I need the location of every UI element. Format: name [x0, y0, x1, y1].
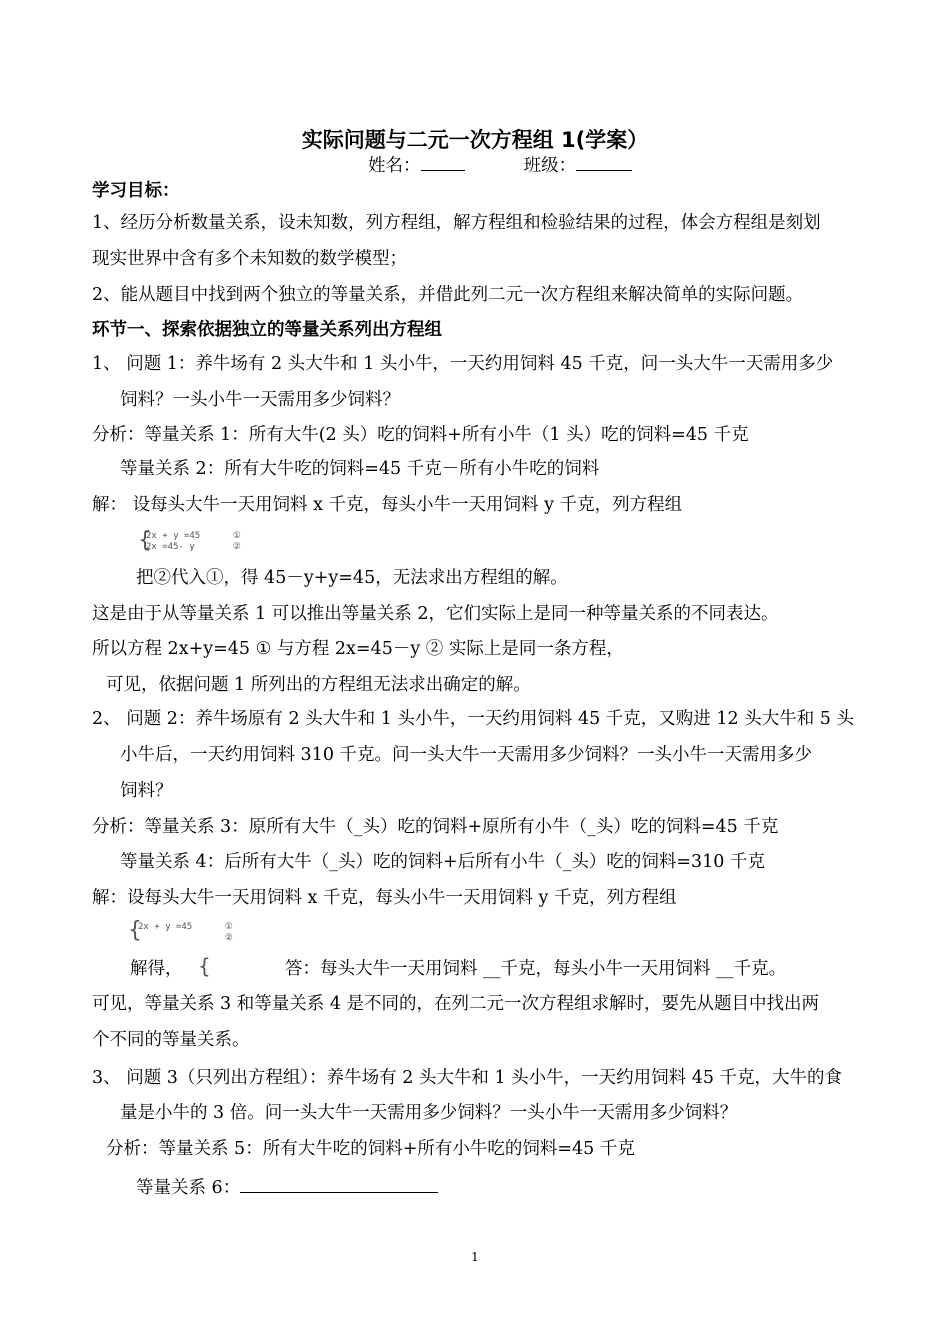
name-class-line	[368, 152, 632, 177]
problem-1-line-b: 饲料？一头小牛一天需用多少饲料？	[120, 390, 400, 410]
solution-brace: {	[198, 954, 211, 978]
equation-2-2: ②	[224, 933, 233, 943]
problem-1-conclusion: 可见，依据问题 1 所列出的方程组无法求出确定的解。	[106, 675, 531, 695]
problem-3-line-a: 3、 问题 3（只列出方程组）：养牛场有 2 头大牛和 1 头小牛，一天约用饲料 45 千克，大牛的食	[92, 1068, 843, 1088]
page-title: 实际问题与二元一次方程组 1(学案）	[301, 128, 649, 152]
problem-3-analysis-2	[136, 1174, 438, 1199]
problem-3-analysis-1: 分析：等量关系 5：所有大牛吃的饲料+所有小牛吃的饲料=45 千克	[106, 1139, 635, 1159]
page-number: 1	[471, 1250, 479, 1264]
goals-heading: 学习目标：	[92, 181, 180, 201]
equation-2-1: 2x + y =45 ①	[138, 922, 233, 932]
problem-2-analysis-1: 分析：等量关系 3：原所有大牛（_头）吃的饲料+原所有小牛（_头）吃的饲料=45 千克	[92, 817, 779, 837]
class-blank[interactable]	[576, 152, 632, 171]
problem-1-substitution: 把②代入①，得 45－y+y=45，无法求出方程组的解。	[136, 568, 568, 588]
problem-1-solution: 解： 设每头大牛一天用饲料 x 千克，每头小牛一天用饲料 y 千克，列方程组	[92, 495, 683, 515]
problem-2-solution: 解：设每头大牛一天用饲料 x 千克，每头小牛一天用饲料 y 千克，列方程组	[92, 888, 677, 908]
problem-1-line-a: 1、 问题 1：养牛场有 2 头大牛和 1 头小牛，一天约用饲料 45 千克，问一头大牛一天需用多少	[92, 354, 834, 374]
problem-2-conclusion-a: 可见，等量关系 3 和等量关系 4 是不同的，在列二元一次方程组求解时，要先从题目中找出两	[92, 994, 820, 1014]
name-blank[interactable]	[421, 152, 465, 171]
problem-2-line-c: 饲料？	[120, 781, 173, 801]
problem-2-line-b: 小牛后，一天约用饲料 310 千克。问一头大牛一天需用多少饲料？一头小牛一天需用多少	[120, 745, 813, 765]
problem-3-line-b: 量是小牛的 3 倍。问一头大牛一天需用多少饲料？一头小牛一天需用多少饲料？	[120, 1103, 738, 1123]
goal-1-line-a: 1、经历分析数量关系，设未知数，列方程组，解方程组和检验结果的过程，体会方程组是刻划	[92, 213, 821, 233]
equation-brace-2: {	[128, 918, 142, 943]
problem-1-reason: 这是由于从等量关系 1 可以推出等量关系 2，它们实际上是同一种等量关系的不同表达。	[92, 604, 779, 624]
problem-2-analysis-2: 等量关系 4：后所有大牛（_头）吃的饲料+后所有小牛（_头）吃的饲料=310 千克	[120, 852, 765, 872]
problem-2-answer: 答：每头大牛一天用饲料 __千克，每头小牛一天用饲料 __千克。	[285, 959, 787, 979]
equation-1-1: 2x + y =45 ①	[146, 531, 241, 541]
name-label: 姓名：	[368, 156, 421, 176]
equation-1-2: 2x =45- y ②	[146, 542, 241, 552]
goal-2: 2、能从题目中找到两个独立的等量关系，并借此列二元一次方程组来解决简单的实际问题。	[92, 285, 804, 305]
relation-6-label: 等量关系 6：	[136, 1178, 241, 1198]
section-1-heading: 环节一、探索依据独立的等量关系列出方程组	[92, 320, 442, 340]
equation-brace: {	[138, 528, 152, 553]
class-label: 班级：	[523, 156, 577, 176]
problem-1-analysis-2: 等量关系 2：所有大牛吃的饲料=45 千克－所有小牛吃的饲料	[120, 459, 600, 479]
goal-1-line-b: 现实世界中含有多个未知数的数学模型；	[92, 249, 407, 269]
problem-2-conclusion-b: 个不同的等量关系。	[92, 1030, 250, 1050]
problem-1-analysis-1: 分析：等量关系 1：所有大牛(2 头）吃的饲料+所有小牛（1 头）吃的饲料=45 千克	[92, 425, 749, 445]
relation-6-blank[interactable]	[240, 1174, 438, 1193]
problem-1-so: 所以方程 2x+y=45 ① 与方程 2x=45－y ② 实际上是同一条方程，	[92, 639, 624, 659]
problem-2-solve-label: 解得，	[130, 959, 183, 979]
problem-2-line-a: 2、 问题 2：养牛场原有 2 头大牛和 1 头小牛，一天约用饲料 45 千克，又购进 12 头大牛和 5 头	[92, 709, 854, 729]
